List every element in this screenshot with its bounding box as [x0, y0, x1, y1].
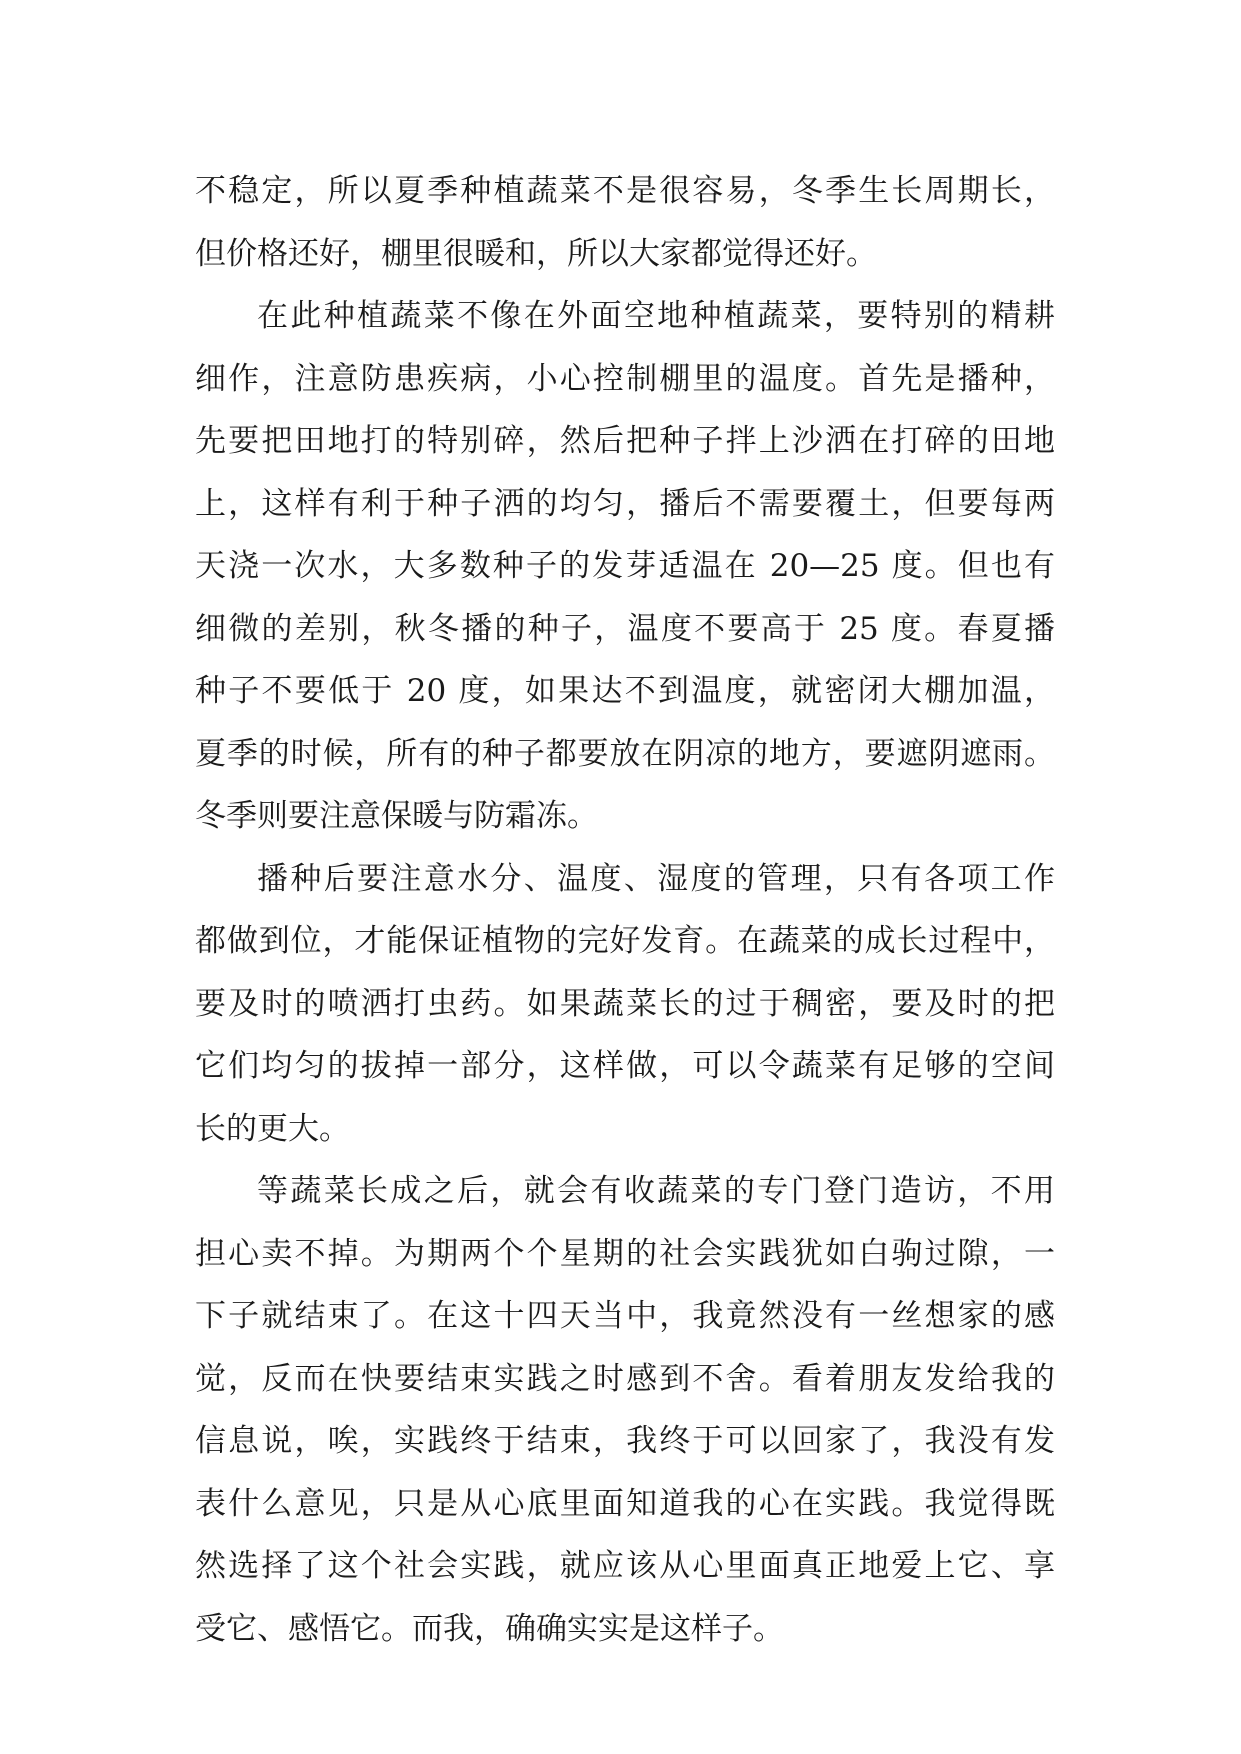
text-line: 都做到位，才能保证植物的完好发育。在蔬菜的成长过程中，: [195, 923, 1055, 959]
text-line: 表什么意见，只是从心底里面知道我的心在实践。我觉得既: [195, 1485, 1055, 1522]
text-line: 下子就结束了。在这十四天当中，我竟然没有一丝想家的感: [195, 1298, 1055, 1334]
body-text: [195, 160, 1055, 1660]
text-line: 受它、感悟它。而我，确确实实是这样子。: [195, 1610, 784, 1647]
text-line: 上，这样有利于种子洒的均匀，播后不需要覆土，但要每两: [195, 485, 1055, 522]
text-line: 然选择了这个社会实践，就应该从心里面真正地爱上它、享: [195, 1548, 1055, 1584]
text-line: 信息说，唉，实践终于结束，我终于可以回家了，我没有发: [195, 1423, 1055, 1459]
text-line: 细作，注意防患疾病，小心控制棚里的温度。首先是播种，: [195, 360, 1055, 397]
text-line: 种子不要低于 20 度，如果达不到温度，就密闭大棚加温，: [195, 673, 1055, 709]
paragraph-2: [195, 285, 1055, 848]
paragraph-3: [195, 848, 1055, 1161]
text-line: 它们均匀的拔掉一部分，这样做，可以令蔬菜有足够的空间: [195, 1048, 1055, 1084]
text-line: 细微的差别，秋冬播的种子，温度不要高于 25 度。春夏播: [195, 610, 1055, 647]
text-line: 等蔬菜长成之后，就会有收蔬菜的专门登门造访，不用: [257, 1173, 1055, 1209]
text-line: 长的更大。: [195, 1110, 350, 1147]
text-line: 天浇一次水，大多数种子的发芽适温在 20—25 度。但也有: [195, 548, 1055, 584]
paragraph-4: [195, 1160, 1055, 1660]
paragraph-1: [195, 160, 1055, 285]
text-line: 觉，反而在快要结束实践之时感到不舍。看着朋友发给我的: [195, 1360, 1055, 1397]
text-line: 先要把田地打的特别碎，然后把种子拌上沙洒在打碎的田地: [195, 423, 1055, 459]
text-line: 冬季则要注意保暖与防霜冻。: [195, 798, 598, 834]
text-line: 夏季的时候，所有的种子都要放在阴凉的地方，要遮阴遮雨。: [195, 735, 1055, 772]
text-line: 担心卖不掉。为期两个个星期的社会实践犹如白驹过隙，一: [195, 1235, 1055, 1272]
text-line: 要及时的喷洒打虫药。如果蔬菜长的过于稠密，要及时的把: [195, 985, 1055, 1022]
text-line: 在此种植蔬菜不像在外面空地种植蔬菜，要特别的精耕: [257, 298, 1055, 334]
text-line: 但价格还好，棚里很暖和，所以大家都觉得还好。: [195, 235, 877, 272]
text-line: 播种后要注意水分、温度、湿度的管理，只有各项工作: [257, 860, 1055, 897]
text-line: 不稳定，所以夏季种植蔬菜不是很容易，冬季生长周期长，: [195, 173, 1055, 209]
